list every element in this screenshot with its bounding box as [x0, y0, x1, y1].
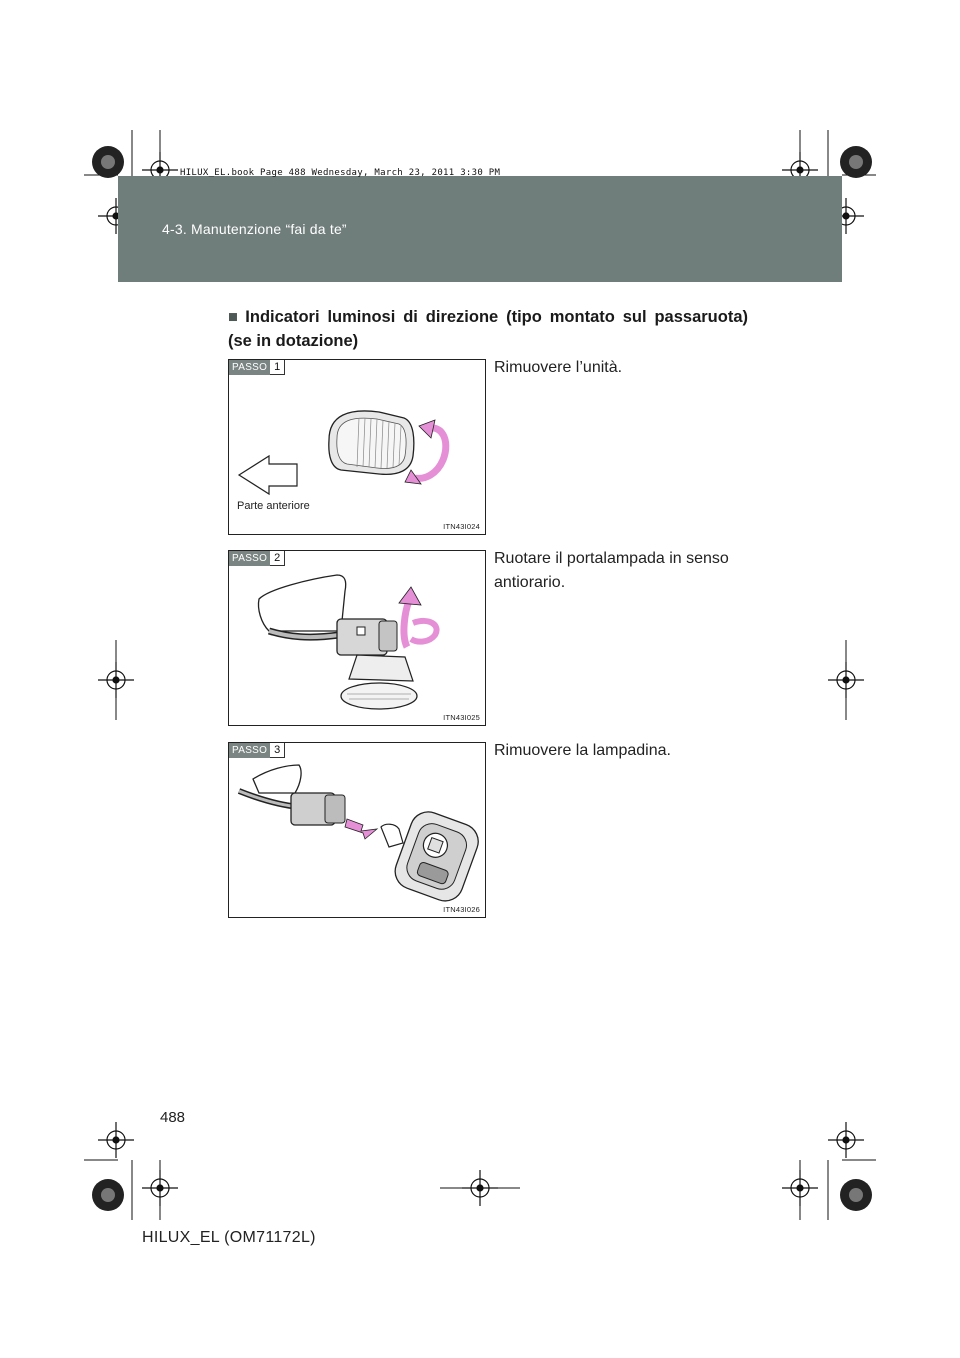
bulb-holder-rotate-illustration [229, 551, 485, 725]
figure-code: ITN43I026 [443, 905, 480, 914]
rotate-arrow-icon [404, 601, 409, 647]
step-1-figure [228, 359, 486, 535]
pull-arrow-icon [345, 819, 377, 839]
print-stamp: HILUX_EL.book Page 488 Wednesday, March 23, 2011 3:30 PM [180, 168, 501, 178]
step-3-figure [228, 742, 486, 918]
turn-signal-lens [329, 411, 414, 474]
heading-line-1: Indicatori luminosi di direzione (tipo montato sul passaruota) [245, 308, 749, 326]
step-3-text: Rimuovere la lampadina. [494, 742, 671, 759]
step-tag: PASSO 1 [229, 360, 285, 375]
step-2-text: Ruotare il portalampada in senso antiorario. [494, 550, 729, 591]
figure-code: ITN43I024 [443, 522, 480, 531]
section-heading [228, 305, 748, 353]
step-tag: PASSO 3 [229, 743, 285, 758]
bullet-square-icon: ■ [228, 308, 242, 326]
figure-code: ITN43I025 [443, 713, 480, 722]
bulb-removal-illustration [229, 743, 485, 917]
step-tag: PASSO 2 [229, 551, 285, 566]
page-number: 488 [160, 1109, 186, 1126]
figure-label: Parte anteriore [237, 500, 310, 512]
front-arrow-icon [239, 456, 297, 494]
section-title: 4-3. Manutenzione “fai da te” [162, 221, 347, 237]
step-1-text: Rimuovere l’unità. [494, 359, 623, 376]
step-2-figure [228, 550, 486, 726]
heading-line-2: (se in dotazione) [228, 332, 359, 350]
footer-document-code: HILUX_EL (OM71172L) [142, 1229, 316, 1246]
